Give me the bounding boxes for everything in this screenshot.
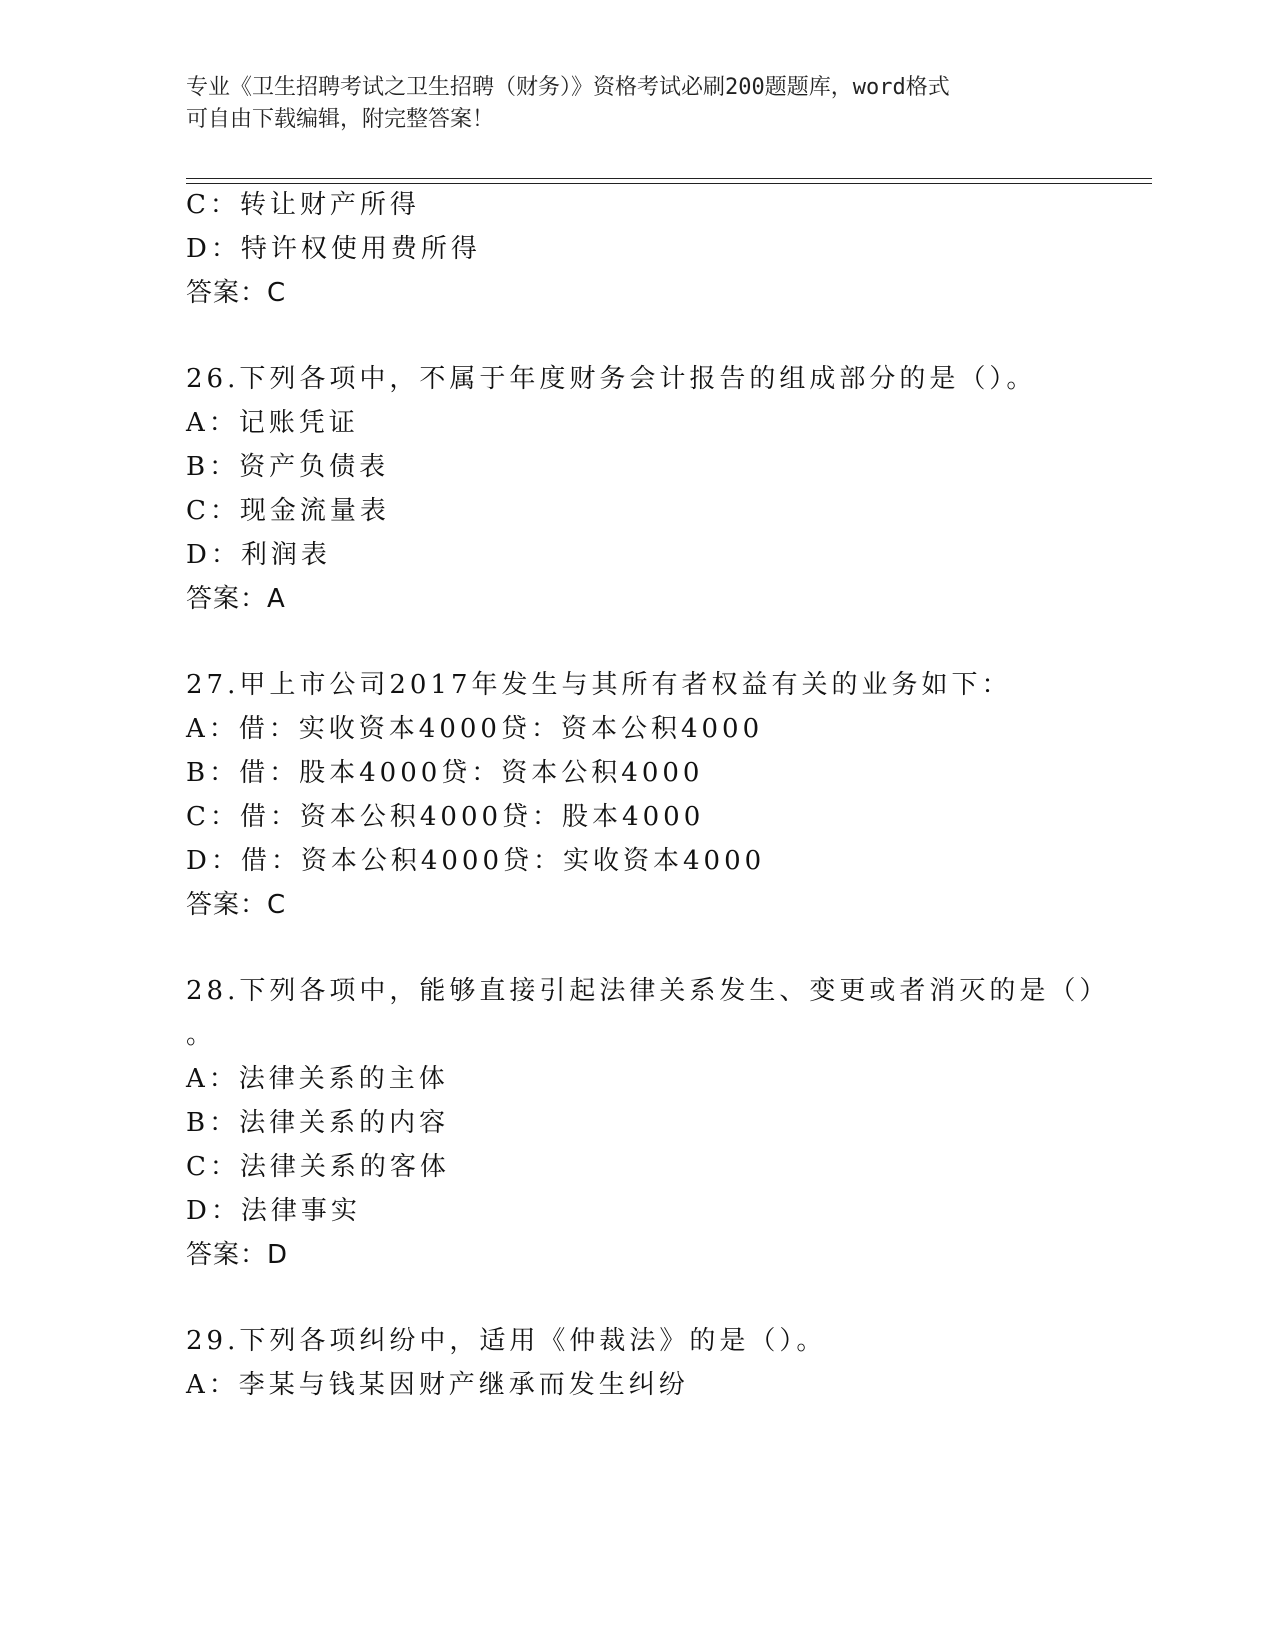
option-c: C：现金流量表 bbox=[186, 496, 390, 526]
option-a: A：法律关系的主体 bbox=[186, 1064, 449, 1094]
option-d: D：法律事实 bbox=[186, 1196, 361, 1226]
question-27: 27.甲上市公司2017年发生与其所有者权益有关的业务如下： bbox=[186, 670, 1012, 700]
option-a: A：记账凭证 bbox=[186, 408, 359, 438]
option-a: A：借：实收资本4000贷：资本公积4000 bbox=[186, 714, 764, 744]
option-a: A：李某与钱某因财产继承而发生纠纷 bbox=[186, 1370, 689, 1400]
question-28-continued: 。 bbox=[186, 1020, 217, 1050]
option-b: B：借：股本4000贷：资本公积4000 bbox=[186, 758, 704, 788]
answer: 答案：C bbox=[186, 278, 287, 308]
answer: 答案：A bbox=[186, 584, 286, 614]
question-29: 29.下列各项纠纷中，适用《仲裁法》的是（）。 bbox=[186, 1326, 827, 1356]
option-d: D：特许权使用费所得 bbox=[186, 234, 481, 264]
option-c: C：法律关系的客体 bbox=[186, 1152, 450, 1182]
option-d: D：借：资本公积4000贷：实收资本4000 bbox=[186, 846, 766, 876]
header-divider bbox=[186, 183, 1152, 184]
option-b: B：资产负债表 bbox=[186, 452, 390, 482]
question-28: 28.下列各项中，能够直接引起法律关系发生、变更或者消灭的是（） bbox=[186, 976, 1110, 1006]
header-divider bbox=[186, 178, 1152, 179]
question-26: 26.下列各项中，不属于年度财务会计报告的组成部分的是（）。 bbox=[186, 364, 1037, 394]
document-header bbox=[186, 72, 1066, 136]
option-d: D：利润表 bbox=[186, 540, 331, 570]
option-b: B：法律关系的内容 bbox=[186, 1108, 450, 1138]
header-line-2: 可自由下载编辑，附完整答案！ bbox=[186, 107, 495, 132]
option-c: C：借：资本公积4000贷：股本4000 bbox=[186, 802, 705, 832]
answer: 答案：D bbox=[186, 1240, 289, 1270]
option-c: C：转让财产所得 bbox=[186, 190, 420, 220]
header-line-1: 专业《卫生招聘考试之卫生招聘（财务）》资格考试必刷200题题库，word格式 bbox=[186, 75, 950, 100]
answer: 答案：C bbox=[186, 890, 287, 920]
